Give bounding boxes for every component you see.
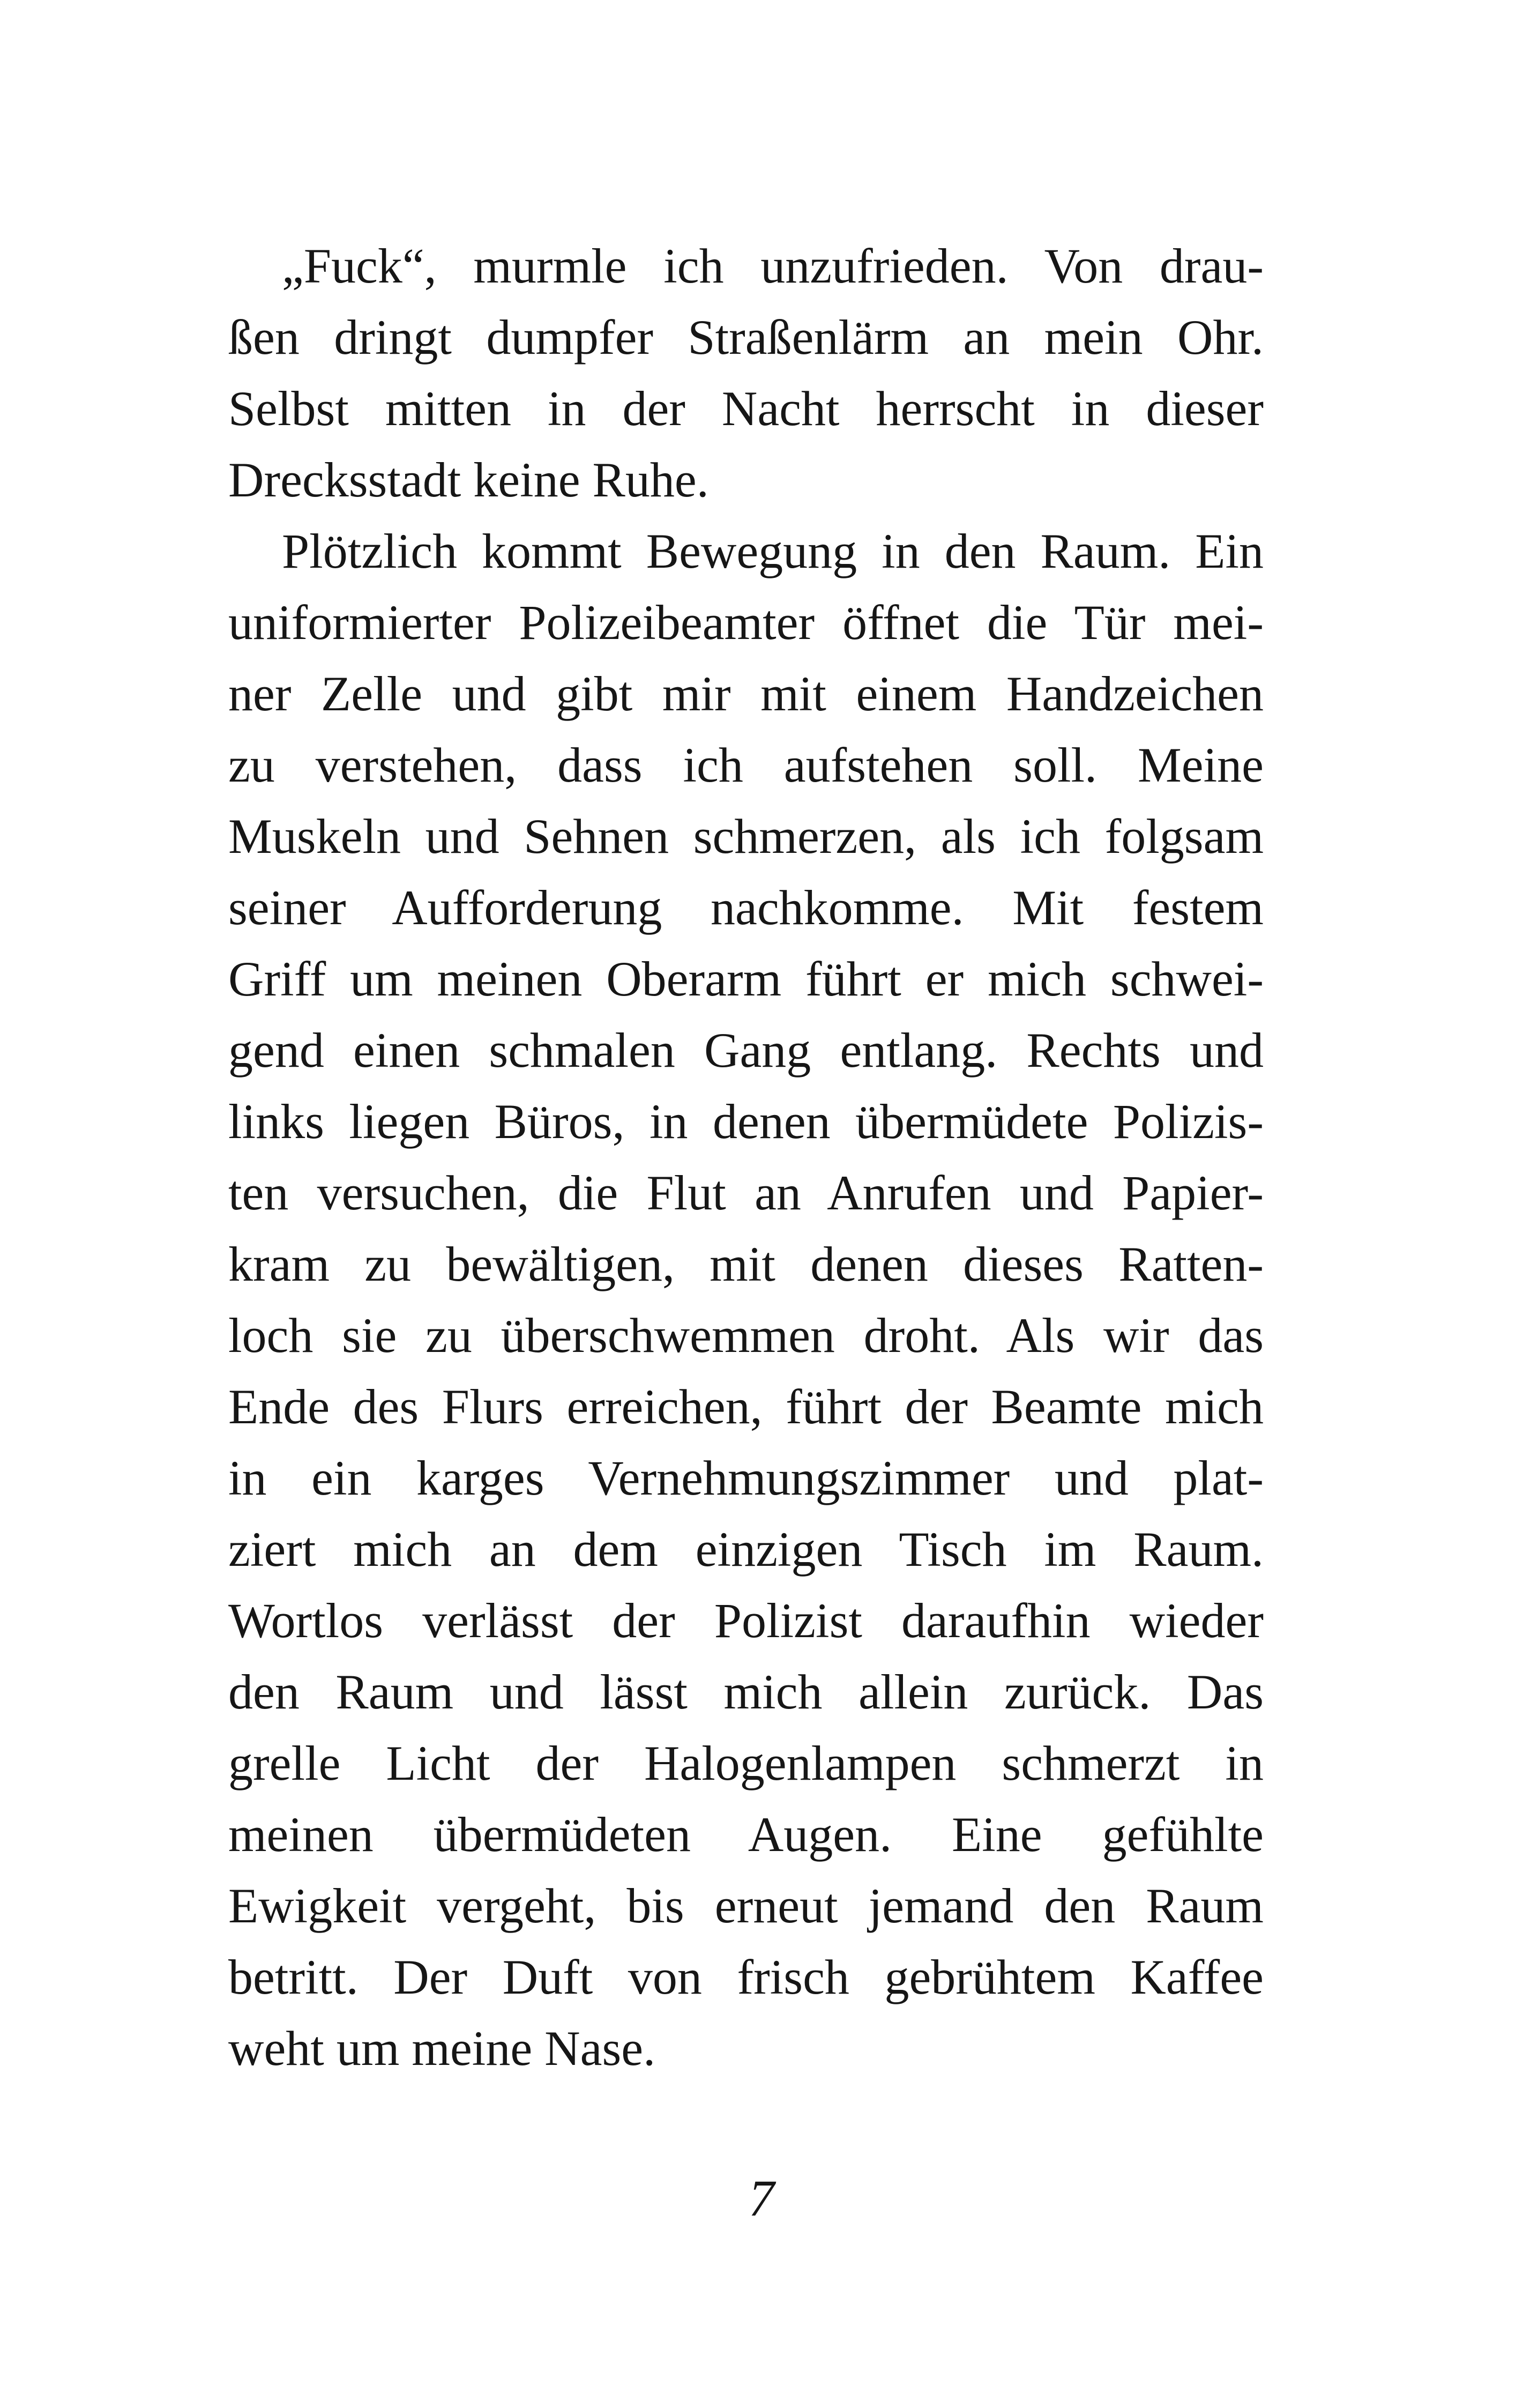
body-text <box>228 231 1264 2084</box>
text-line: links liegen Büros, in denen übermüdete Polizis- <box>228 1094 1264 1149</box>
text-line: Ende des Flurs erreichen, führt der Beamte mich <box>228 1379 1264 1434</box>
text-line: uniformierter Polizeibeamter öffnet die Tür mei- <box>228 595 1264 650</box>
text-line: meinen übermüdeten Augen. Eine gefühlte <box>228 1807 1264 1862</box>
text-line: weht um meine Nase. <box>228 2021 656 2076</box>
text-line: loch sie zu überschwemmen droht. Als wir das <box>228 1308 1264 1363</box>
text-line: Griff um meinen Oberarm führt er mich schwei- <box>228 952 1264 1006</box>
text-line: grelle Licht der Halogenlampen schmerzt in <box>228 1736 1264 1790</box>
text-line: betritt. Der Duft von frisch gebrühtem Kaffee <box>228 1950 1264 2004</box>
text-line: Selbst mitten in der Nacht herrscht in dieser <box>228 381 1264 436</box>
text-line: Drecksstadt keine Ruhe. <box>228 452 709 507</box>
text-line: ten versuchen, die Flut an Anrufen und Papier- <box>228 1165 1264 1220</box>
text-line: Ewigkeit vergeht, bis erneut jemand den Raum <box>228 1878 1264 1933</box>
text-line: Wortlos verlässt der Polizist daraufhin wieder <box>228 1593 1264 1648</box>
paragraph-1 <box>228 231 1264 516</box>
text-line: Muskeln und Sehnen schmerzen, als ich folgsam <box>228 809 1264 864</box>
text-line: ßen dringt dumpfer Straßenlärm an mein Ohr. <box>228 310 1264 365</box>
text-line: ziert mich an dem einzigen Tisch im Raum. <box>228 1522 1264 1577</box>
paragraph-2 <box>228 516 1264 2084</box>
text-line: kram zu bewältigen, mit denen dieses Ratten- <box>228 1237 1264 1291</box>
text-line: zu verstehen, dass ich aufstehen soll. Meine <box>228 738 1264 792</box>
page-number: 7 <box>749 2169 774 2227</box>
text-line: „Fuck“, murmle ich unzufrieden. Von drau- <box>282 239 1264 293</box>
text-line: Plötzlich kommt Bewegung in den Raum. Ein <box>282 524 1264 578</box>
text-line: gend einen schmalen Gang entlang. Rechts und <box>228 1023 1264 1077</box>
text-line: den Raum und lässt mich allein zurück. Das <box>228 1664 1264 1719</box>
text-line: seiner Aufforderung nachkomme. Mit festem <box>228 880 1264 935</box>
text-line: ner Zelle und gibt mir mit einem Handzeichen <box>228 666 1264 721</box>
text-line: in ein karges Vernehmungszimmer und plat- <box>228 1451 1264 1505</box>
